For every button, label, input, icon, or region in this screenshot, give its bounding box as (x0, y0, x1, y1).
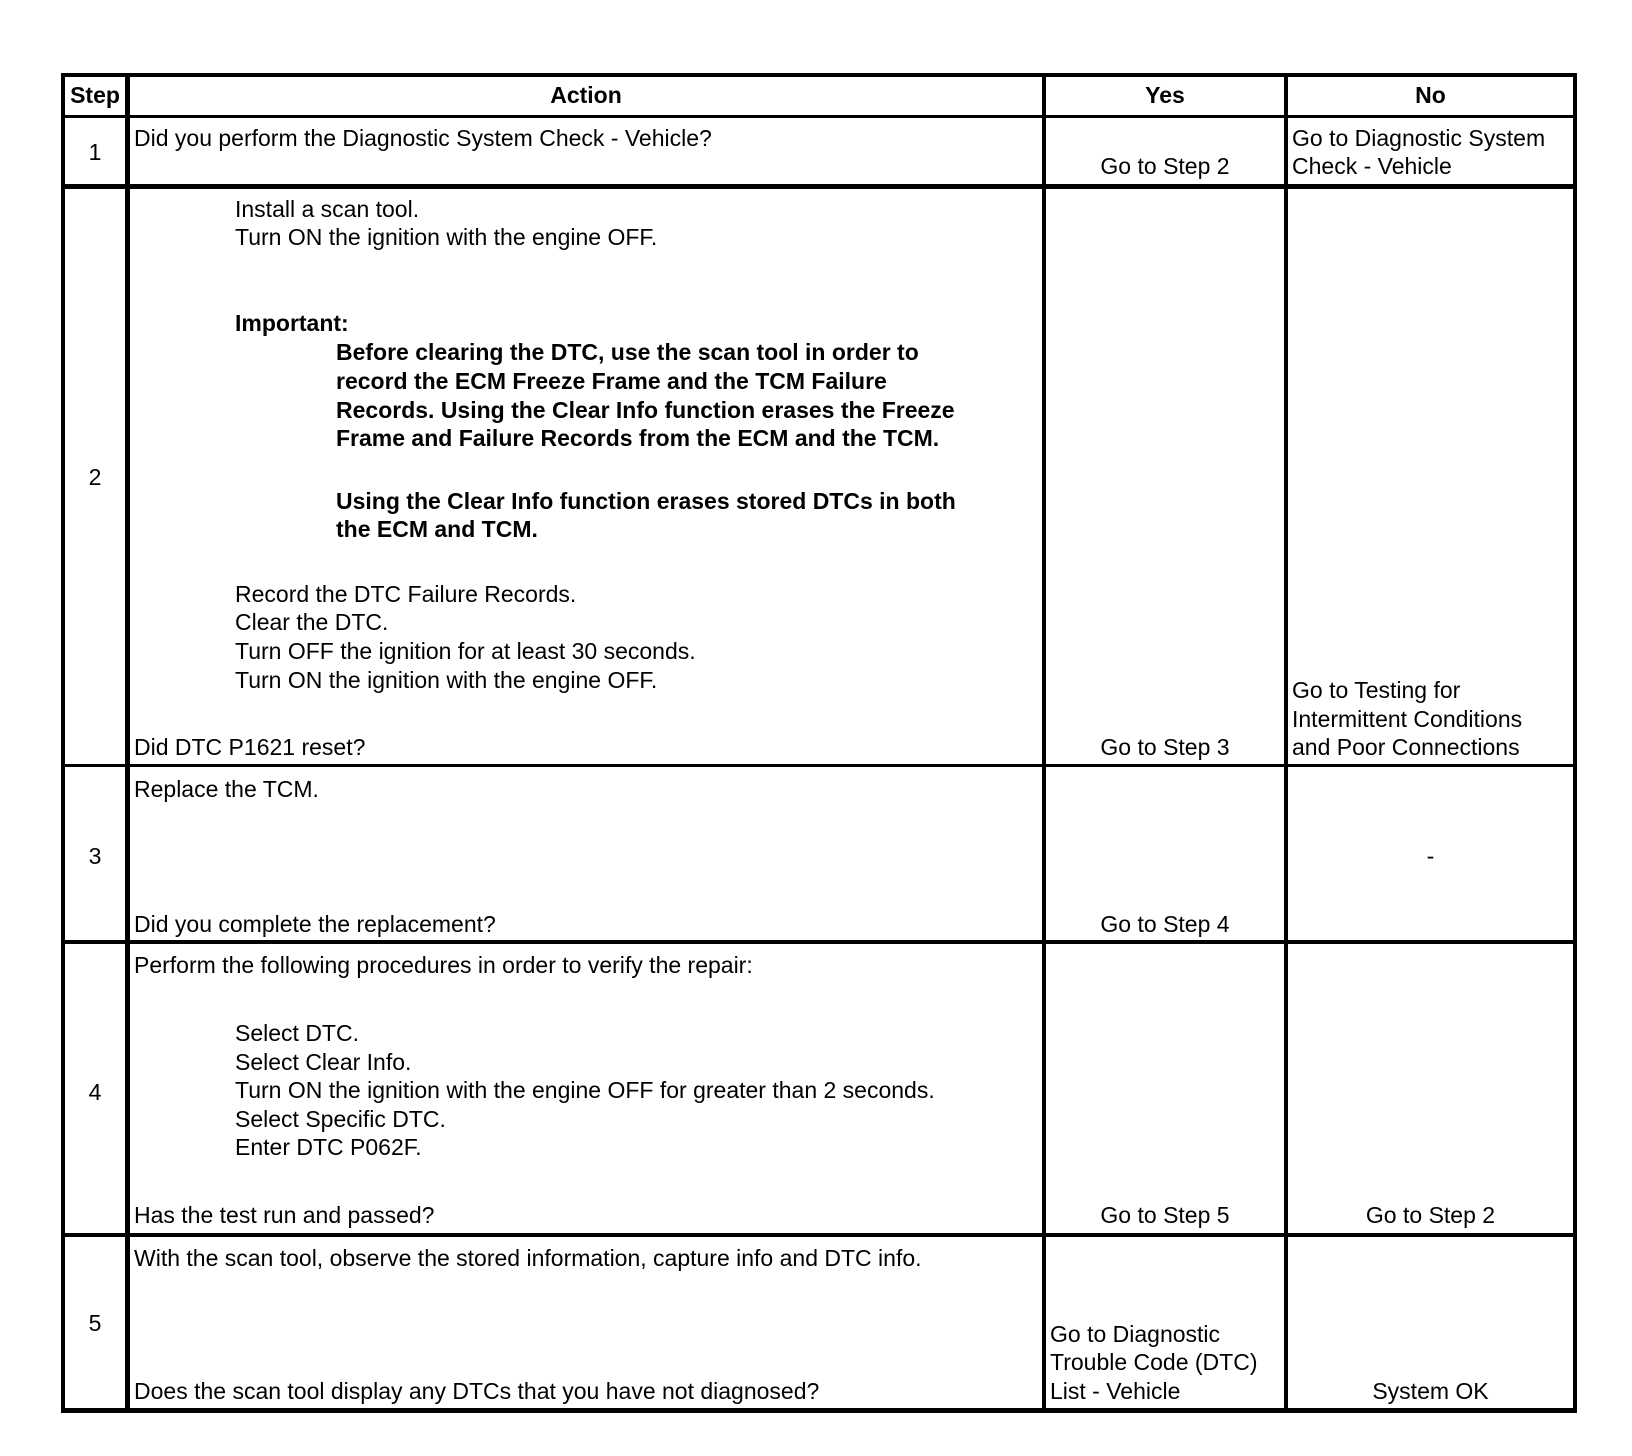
row-4-step-2: Select Clear Info. (235, 1049, 412, 1075)
row-5-intro: With the scan tool, observe the stored information, capture info and DTC info. (134, 1245, 922, 1271)
row-divider-4 (61, 1233, 1577, 1237)
row-3-no: - (1426, 843, 1435, 869)
header-no: No (1415, 82, 1446, 108)
row-1-question: Did you perform the Diagnostic System Check - Vehicle? (134, 125, 712, 151)
row-2-important-p1-2: record the ECM Freeze Frame and the TCM Failure (336, 368, 887, 394)
row-5-no: System OK (1372, 1378, 1489, 1404)
header-action: Action (550, 82, 622, 108)
row-5-yes-line-2: Trouble Code (DTC) (1050, 1349, 1258, 1375)
row-divider-1 (61, 184, 1577, 189)
row-4-step: 4 (88, 1079, 102, 1105)
row-1-no-line-1: Go to Diagnostic System (1292, 125, 1546, 151)
row-2-no-line-2: Intermittent Conditions (1292, 706, 1523, 732)
header-yes: Yes (1145, 82, 1185, 108)
row-1-no-line-2: Check - Vehicle (1292, 153, 1452, 179)
row-2-no-line-3: and Poor Connections (1292, 734, 1520, 760)
row-4-no: Go to Step 2 (1365, 1202, 1496, 1228)
row-2-yes: Go to Step 3 (1100, 734, 1230, 760)
row-4-step-1: Select DTC. (235, 1020, 359, 1046)
row-2-important-p1-3: Records. Using the Clear Info function erases the Freeze (336, 397, 955, 423)
table-border-right (1573, 73, 1577, 1413)
row-2-no-line-1: Go to Testing for (1292, 677, 1461, 703)
row-2-important-p1-1: Before clearing the DTC, use the scan tool in order to (336, 339, 919, 365)
row-4-intro: Perform the following procedures in order to verify the repair: (134, 952, 753, 978)
row-2-step: 2 (88, 464, 102, 490)
row-3-step: 3 (88, 843, 102, 869)
table-border-bottom (61, 1408, 1577, 1413)
row-3-yes: Go to Step 4 (1100, 911, 1230, 937)
row-5-step: 5 (88, 1310, 102, 1336)
row-2-step-b-3: Turn OFF the ignition for at least 30 seconds. (235, 638, 696, 664)
row-divider-2 (61, 764, 1577, 767)
row-5-yes-line-1: Go to Diagnostic (1050, 1321, 1221, 1347)
row-2-step-b-2: Clear the DTC. (235, 609, 389, 635)
header-step: Step (70, 82, 120, 108)
row-2-step-a-2: Turn ON the ignition with the engine OFF. (235, 224, 658, 250)
row-2-step-b-1: Record the DTC Failure Records. (235, 581, 577, 607)
row-2-important-p2-2: the ECM and TCM. (336, 516, 538, 542)
header-divider (61, 115, 1577, 118)
row-4-question: Has the test run and passed? (134, 1202, 435, 1228)
row-2-important-p1-4: Frame and Failure Records from the ECM and the TCM. (336, 425, 940, 451)
row-2-question: Did DTC P1621 reset? (134, 734, 366, 760)
row-3-question: Did you complete the replacement? (134, 911, 496, 937)
row-5-question: Does the scan tool display any DTCs that you have not diagnosed? (134, 1378, 820, 1404)
row-2-step-a-1: Install a scan tool. (235, 196, 420, 222)
row-2-important-p2-1: Using the Clear Info function erases stored DTCs in both (336, 488, 956, 514)
row-2-important-label: Important: (235, 310, 349, 336)
row-5-yes-line-3: List - Vehicle (1050, 1378, 1181, 1404)
table-border-left (61, 73, 65, 1413)
row-divider-3 (61, 940, 1577, 944)
row-3-intro: Replace the TCM. (134, 776, 319, 802)
row-2-step-b-4: Turn ON the ignition with the engine OFF. (235, 667, 658, 693)
table-border-top (61, 73, 1577, 77)
row-1-step: 1 (88, 139, 102, 165)
col-divider-step (125, 73, 130, 1413)
row-4-step-3: Turn ON the ignition with the engine OFF for greater than 2 seconds. (235, 1077, 935, 1103)
row-4-step-4: Select Specific DTC. (235, 1106, 446, 1132)
row-1-yes: Go to Step 2 (1100, 153, 1230, 179)
row-4-yes: Go to Step 5 (1100, 1202, 1230, 1228)
row-4-step-5: Enter DTC P062F. (235, 1134, 422, 1160)
